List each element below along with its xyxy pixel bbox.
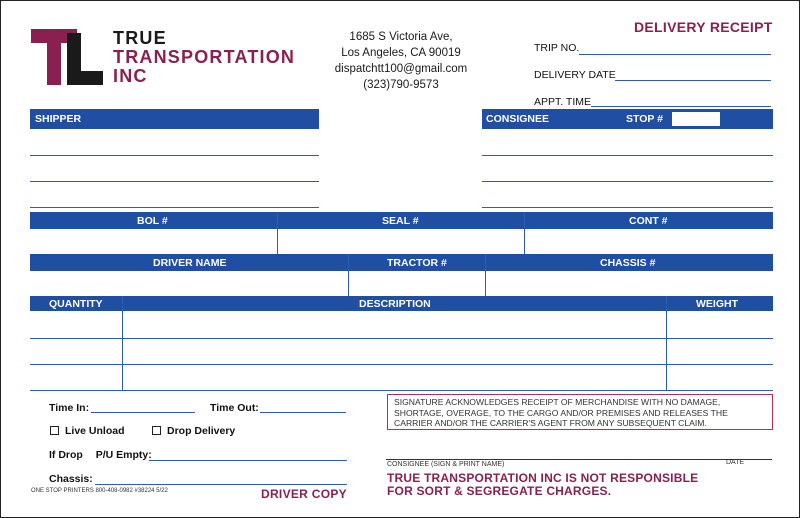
items-row-line-2[interactable] — [30, 364, 773, 365]
time-in-field[interactable] — [49, 402, 89, 414]
shipper-line-2[interactable] — [30, 181, 319, 182]
consignee-sign-label: CONSIGNEE (SIGN & PRINT NAME) — [387, 461, 505, 468]
ids-header — [30, 212, 773, 229]
tractor-label: TRACTOR # — [387, 256, 447, 269]
time-out-field[interactable] — [210, 402, 259, 414]
shipper-label: SHIPPER — [35, 113, 82, 125]
responsibility-notice — [387, 472, 698, 498]
appt-time-line[interactable] — [591, 106, 771, 107]
address-line1: 1685 S Victoria Ave, — [349, 31, 453, 43]
notice-line1: TRUE TRANSPORTATION INC IS NOT RESPONSIBLE — [387, 471, 699, 485]
company-logo-mark — [31, 29, 103, 85]
cont-input[interactable] — [525, 229, 773, 254]
appt-time-label: APPT. TIME — [534, 96, 591, 108]
delivery-date-line[interactable] — [615, 80, 771, 81]
chassis-line[interactable] — [95, 484, 347, 485]
trip-no-label: TRIP NO. — [534, 42, 580, 54]
company-address — [331, 29, 471, 93]
seal-label: SEAL # — [382, 214, 419, 227]
chassis-header-label: CHASSIS # — [600, 256, 656, 269]
time-in-line[interactable] — [91, 412, 195, 413]
live-unload-checkbox[interactable] — [50, 426, 59, 435]
consignee-header — [482, 109, 773, 129]
trip-no-line[interactable] — [579, 54, 771, 55]
bol-input[interactable] — [30, 229, 277, 254]
if-drop-label: If Drop — [49, 449, 83, 461]
company-phone: (323)790-9573 — [363, 79, 439, 91]
description-label: DESCRIPTION — [359, 297, 431, 310]
company-name-line3: INC — [113, 66, 148, 86]
delivery-date-field[interactable] — [534, 69, 616, 81]
consignee-line-2[interactable] — [482, 181, 773, 182]
items-divider-2 — [666, 296, 667, 391]
address-line2: Los Angeles, CA 90019 — [341, 47, 461, 59]
quantity-label: QUANTITY — [49, 297, 103, 310]
if-drop-field[interactable] — [49, 449, 152, 461]
driver-copy-label: DRIVER COPY — [261, 487, 347, 501]
stop-number-input[interactable] — [672, 112, 720, 126]
driver-header — [30, 254, 773, 271]
live-unload-label: Live Unload — [65, 425, 125, 437]
shipper-header — [30, 109, 319, 129]
time-out-line[interactable] — [260, 412, 346, 413]
pu-empty-label: P/U Empty: — [95, 449, 152, 461]
company-email: dispatchtt100@gmail.com — [334, 63, 468, 75]
consignee-signature-line[interactable] — [386, 459, 772, 460]
pu-empty-line[interactable] — [149, 460, 347, 461]
cont-label: CONT # — [629, 214, 668, 227]
consignee-line-3[interactable] — [482, 207, 773, 208]
appt-time-field[interactable] — [534, 96, 591, 108]
chassis-field[interactable] — [49, 473, 93, 485]
bol-label: BOL # — [137, 214, 168, 227]
stop-label: STOP # — [626, 113, 663, 125]
weight-label: WEIGHT — [696, 297, 738, 310]
company-name-line1: TRUE — [113, 28, 167, 48]
company-name — [113, 29, 295, 86]
drop-delivery-checkbox[interactable] — [152, 426, 161, 435]
tl-logo-icon — [31, 29, 103, 85]
trip-no-field[interactable] — [534, 42, 579, 54]
drop-delivery-option[interactable] — [152, 425, 235, 437]
items-divider-1 — [122, 296, 123, 391]
items-header — [30, 296, 773, 311]
form-title: DELIVERY RECEIPT — [634, 19, 773, 35]
driver-name-input[interactable] — [30, 271, 348, 296]
delivery-date-label: DELIVERY DATE — [534, 69, 616, 81]
printer-credit: ONE STOP PRINTERS 800-408-0982 #38224 5/22 — [31, 488, 168, 494]
drop-delivery-label: Drop Delivery — [167, 425, 236, 437]
seal-input[interactable] — [278, 229, 524, 254]
items-row-line-3[interactable] — [30, 390, 773, 391]
signature-disclaimer: SIGNATURE ACKNOWLEDGES RECEIPT OF MERCHANDISE WITH NO DAMAGE, SHORTAGE, OVERAGE, TO THE CARGO AND/OR PREMISES AND RELEASES THE CARRIER AND/OR THE CARRIER'S AGENT FROM ANY SUBSEQUENT CLAIM. — [387, 394, 773, 430]
chassis-input[interactable] — [486, 271, 773, 296]
chassis-label: Chassis: — [49, 473, 93, 485]
driver-name-label: DRIVER NAME — [153, 256, 227, 269]
tractor-input[interactable] — [349, 271, 485, 296]
shipper-line-3[interactable] — [30, 207, 319, 208]
live-unload-option[interactable] — [50, 425, 125, 437]
shipper-line-1[interactable] — [30, 155, 319, 156]
time-out-label: Time Out: — [210, 402, 259, 414]
items-row-line-1[interactable] — [30, 338, 773, 339]
company-name-line2: TRANSPORTATION — [113, 47, 296, 67]
consignee-line-1[interactable] — [482, 155, 773, 156]
time-in-label: Time In: — [49, 402, 90, 414]
date-label: DATE — [726, 459, 745, 466]
notice-line2: FOR SORT & SEGREGATE CHARGES. — [387, 484, 612, 498]
consignee-label: CONSIGNEE — [486, 113, 550, 125]
